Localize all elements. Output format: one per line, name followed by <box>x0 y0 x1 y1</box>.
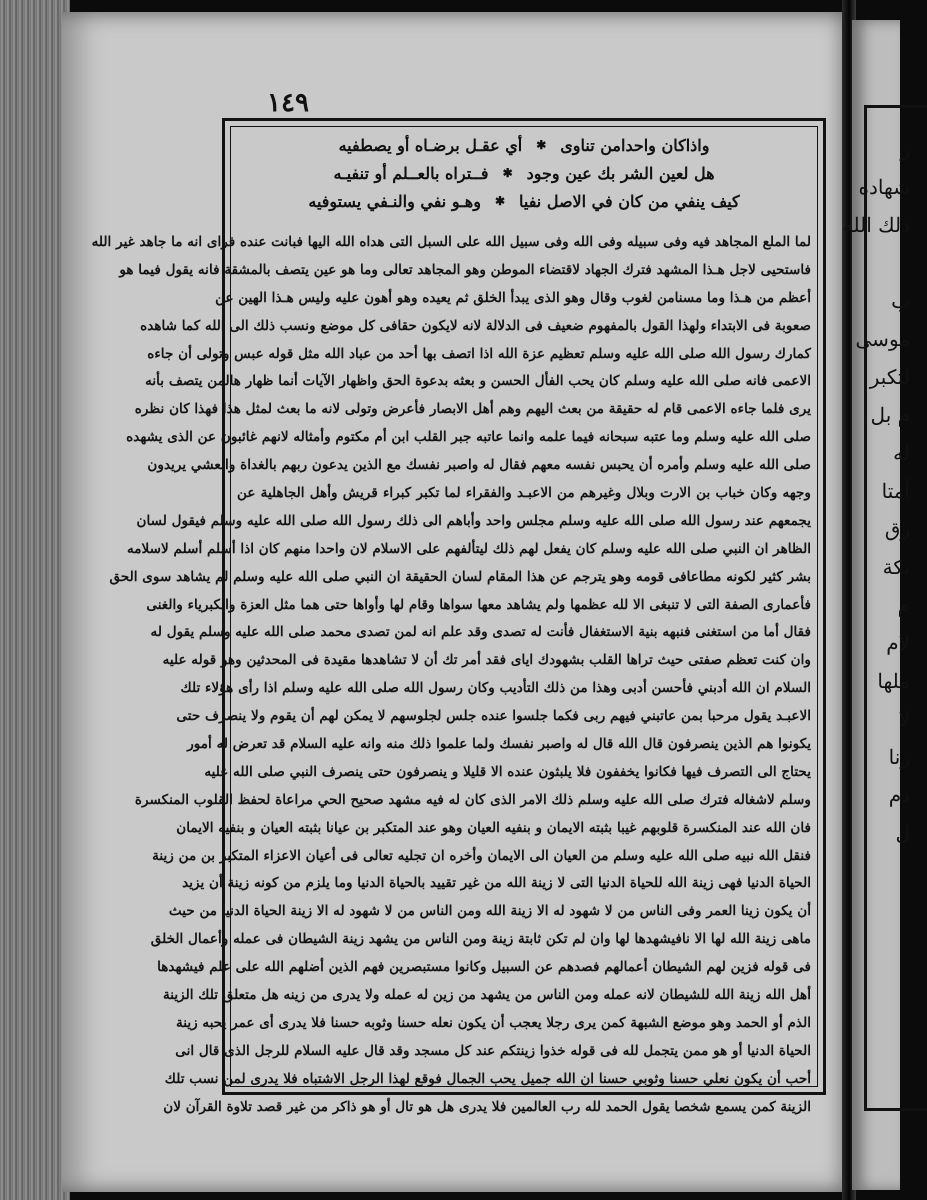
prose-line: بشر كثير لكونه مطاعافى قومه وهو يترجم عن هذا المقام لسان الحقيقة ان النبي صلى الله عليه وسلم لم يشاهد سوى الحق <box>109 568 811 585</box>
facing-page-line: ب <box>891 289 910 313</box>
prose-line: فقال أما من استغنى فنبهه بنية الاستغفال فأنت له تصدى وقد علم انه لمن تصدى محمد صلى الله عليه وسلم يقول له <box>150 624 811 641</box>
facing-page-line: ل <box>895 821 910 845</box>
facing-page-line: لا <box>898 707 910 731</box>
text-frame <box>91 118 826 1115</box>
verse-first-hemistich: واذاكان واحدامن تناوى <box>560 135 710 155</box>
prose-line: فنقل الله نبيه صلى الله عليه وسلم من العيان الى الايمان وأخره ان تجليه تعالى فى أعيان الاعزاء المتكبر بن من زينة <box>152 847 811 864</box>
prose-line: أعظم من هـذا وما مسنامن لغوب وقال وهو الذى يبدأ الخلق ثم يعيده وهو أهون عليه وليس هـذا الهين عن <box>215 289 811 306</box>
facing-page-line: ر <box>900 137 910 161</box>
facing-page-line: موسى <box>855 327 910 351</box>
verse-second-hemistich: فــتراه بالعــلم أو تنفيـه <box>333 163 489 183</box>
facing-page-line: رنا <box>888 745 910 769</box>
prose-line: فأعمارى الصفة التى لا تنبغى الا لله عظمها ولم يشاهد معها سواها وقام لها وأواها حتى هما مثل العزة والكبرياء والغنى <box>146 596 811 613</box>
facing-page-text <box>842 130 910 852</box>
prose-line: يرى فلما جاءه الاعمى قام له حقيقة من بعث اليهم وهم أهل الابصار فأعرض وتولى لانه ما بعث لمثل هذا فهذا كان نظره <box>134 401 811 418</box>
facing-page-line: شهاده <box>858 175 910 199</box>
prose-line: وان كنت تعظم صفتى حيث تراها القلب بشهودك اياى فقد أمر تك أن لا تشاهدها مقيدة فى المحدثين وهو قوله عليه <box>162 652 811 669</box>
facing-page-line: لام <box>886 631 910 655</box>
prose-line: صلى الله عليه وسلم وما عتبه سبحانه فيما علمه وانما عاتبه جبر القلب ابن أم مكتوم وأمثاله لانهم غائبون عن الذى يشهده <box>126 429 811 446</box>
prose-line: كمارك رسول الله صلى الله عليه وسلم تعظيم عزة الله اذا اتصف بها أحد من عباد الله مثل قوله عبس وتولى أن جاءه <box>147 345 811 362</box>
verse-first-hemistich: كيف ينفي من كان في الاصل نفيا <box>519 191 740 211</box>
prose-line: الظاهر ان النبي صلى الله عليه وسلم كان يفعل لهم ذلك ليتألفهم على الاسلام لان واحدا منهم كان اذا أسلم أسلم لاسلامه <box>126 540 811 557</box>
prose-line: أهل الله زينة الله للشيطان لانه عمله ومن الناس من يشهد من زين له عمله ولا يدرى من زينه هل متعلق تلك الزينة <box>162 987 811 1004</box>
facing-page-line: ذلك الله <box>842 213 910 237</box>
prose-line: وسلم لاشغاله فترك صلى الله عليه وسلم ذلك الامر الذى كان له فيه مشهد صحيح الحي مراعاة لحفظ القلوب المنكسرة <box>134 791 811 808</box>
prose-line: الاعمى فانه صلى الله عليه وسلم كان يحب الفأل الحسن و بعثه بدعوة الحق واظهار الآيات أنما ظهار هالمن يتصف بأنه <box>145 373 811 390</box>
verse-second-hemistich: وهـو نفي والنـفي يستوفيه <box>308 191 481 211</box>
facing-page-line: دم <box>888 783 910 807</box>
prose-line: فى قوله فزين لهم الشيطان أعمالهم فصدهم عن السبيل وكانوا مستبصرين فهم الذين أضلهم الله على علم فيشهدها <box>157 959 811 976</box>
prose-line: أحب أن يكون نعلي حسنا وثوبي حسنا ان الله جميل يحب الجمال فوقع لهذا الرجل الاشتباه فلا يدرى لمن نسب تلك <box>164 1070 811 1087</box>
verse-line <box>245 159 803 187</box>
prose-line: صلى الله عليه وسلم وأمره أن يحبس نفسه معهم فقال له واصبر نفسك مع الذين يدعون ربهم بالغداة والعشي يريدون <box>147 457 811 474</box>
prose-line: يجمعهم عند رسول الله صلى الله عليه وسلم مجلس واحد وأباهم الى ذلك رسول الله صلى الله عليه وسلم فيقول لسان <box>136 512 811 529</box>
prose-line: صعوبة فى الابتداء ولهذا القول بالمفهوم ضعيف فى الدلالة لانه لايكون حقافى كل موضع ونسب ذلك الى الله كما شاهده <box>140 317 811 334</box>
facing-page-line: له <box>893 441 910 465</box>
facing-page <box>842 20 910 1190</box>
facing-page-line: لتكبر <box>869 365 910 389</box>
prose-line: الحياة الدنيا أو هو ممن يتجمل لله فى قوله خذوا زينتكم عند كل مسجد وقد قال عليه السلام للرجل الذى قال انى <box>175 1042 811 1059</box>
verse-second-hemistich: أي عقـل برضـاه أو يصطفيه <box>338 135 523 155</box>
book-page-stack-edge <box>0 0 70 1200</box>
prose-line: فان الله عند المنكسرة قلوبهم غيبا بثبته الايمان و بنفيه العيان وهو عند المتكبر بن عيانا بثبته العيان و بنفيه الايمان <box>176 819 811 836</box>
star-separator-icon: ✱ <box>536 138 547 152</box>
verse-line <box>245 187 803 215</box>
prose-line: يحتاج الى التصرف فيها فكانوا يخففون فلا يلبثون عنده الا قليلا و ينصرفون حتى ينصرف النبي صلى الله عليه <box>204 763 811 780</box>
facing-page-line: ىكة <box>882 555 910 579</box>
prose-line: وجهه وكان خباب بن الارت وبلال وغيرهم من الاعبـد والفقراء لما تكبر كبراء قريش وأهل الجاهلية عن <box>237 485 811 502</box>
verse-line <box>245 131 803 159</box>
prose-line: يكونوا هم الذين ينصرفون قال الله قال له واصبر نفسك ولما علموا ذلك منه وانه عليه السلام قد تعرض له أمور <box>187 736 811 753</box>
prose-line: الزينة كمن يسمع شخصا يقول الحمد لله رب العالمين فلا يدرى هل هو تال أو هو ذاكر من غير قصد تلاوة القرآن لان <box>163 1098 811 1115</box>
facing-page-line: ملها <box>877 669 910 693</box>
facing-page-line: م <box>897 593 910 617</box>
poem-verses <box>245 131 803 215</box>
prose-line: السلام ان الله أدبني فأحسن أدبى وهذا من ذلك التأديب وكان رسول الله صلى الله عليه وسلم اذا رأى هؤلاء تلك <box>180 680 811 697</box>
prose-line: أن يكون زينا العمر وفى الناس من لا شهود له الا زينة الله ومن الناس من لا شهود له الا زينة الحياة الدنيا من حيث <box>168 903 811 920</box>
prose-line: الحياة الدنيا فهى زينة الله للحياة الدنيا التى لا زينة الله من غير تقييد بالحياة الدنيا وما يلزم من كونه زينة أن يزيد <box>182 875 811 892</box>
page-number: ١٤٩ <box>267 88 309 118</box>
prose-line: فاستحيى لاجل هـذا المشهد فترك الجهاد لاقتضاء الموطن وهو المجاهد تعالى وما هو عين يتصف بالمشقة فانه يقول فيما هو <box>119 261 811 278</box>
verse-first-hemistich: هل لعين الشر بك عين وجود <box>526 163 715 183</box>
facing-page-line: م بل <box>870 403 910 427</box>
facing-page-line <box>870 244 910 282</box>
prose-line: الاعبـد يقول مرحبا بمن عاتبني فيهم ربى فكما جلسوا عنده جلس لجلوسهم لا يمكن لهم أن يقوم ولا ينصرف حتى <box>176 708 811 725</box>
star-separator-icon: ✱ <box>494 194 505 208</box>
facing-page-line: رق <box>884 517 910 541</box>
star-separator-icon: ✱ <box>502 166 513 180</box>
facing-page-line: أمتا <box>881 479 910 503</box>
prose-body <box>91 229 811 1122</box>
prose-line: الذم أو الحمد وهو موضع الشبهة كمن يرى رجلا يعجب أن يكون نعله حسنا وثوبه حسنا فلا يدرى أى عمر يحبه زينة <box>175 1014 811 1031</box>
prose-line: ماهى زينة الله لها الا نافيشهدها لها وان لم تكن ثابتة زينة ومن الناس من يشهد زينة الشيطان فى عمله وأعمال الخلق <box>150 931 811 948</box>
prose-line: لما الملع المجاهد فيه وفى سبيله وفى الله وفى سبيل الله على السبل التى هداه الله اليها فبانت عنده فراى انه ما جاهد غير الله <box>91 234 811 250</box>
